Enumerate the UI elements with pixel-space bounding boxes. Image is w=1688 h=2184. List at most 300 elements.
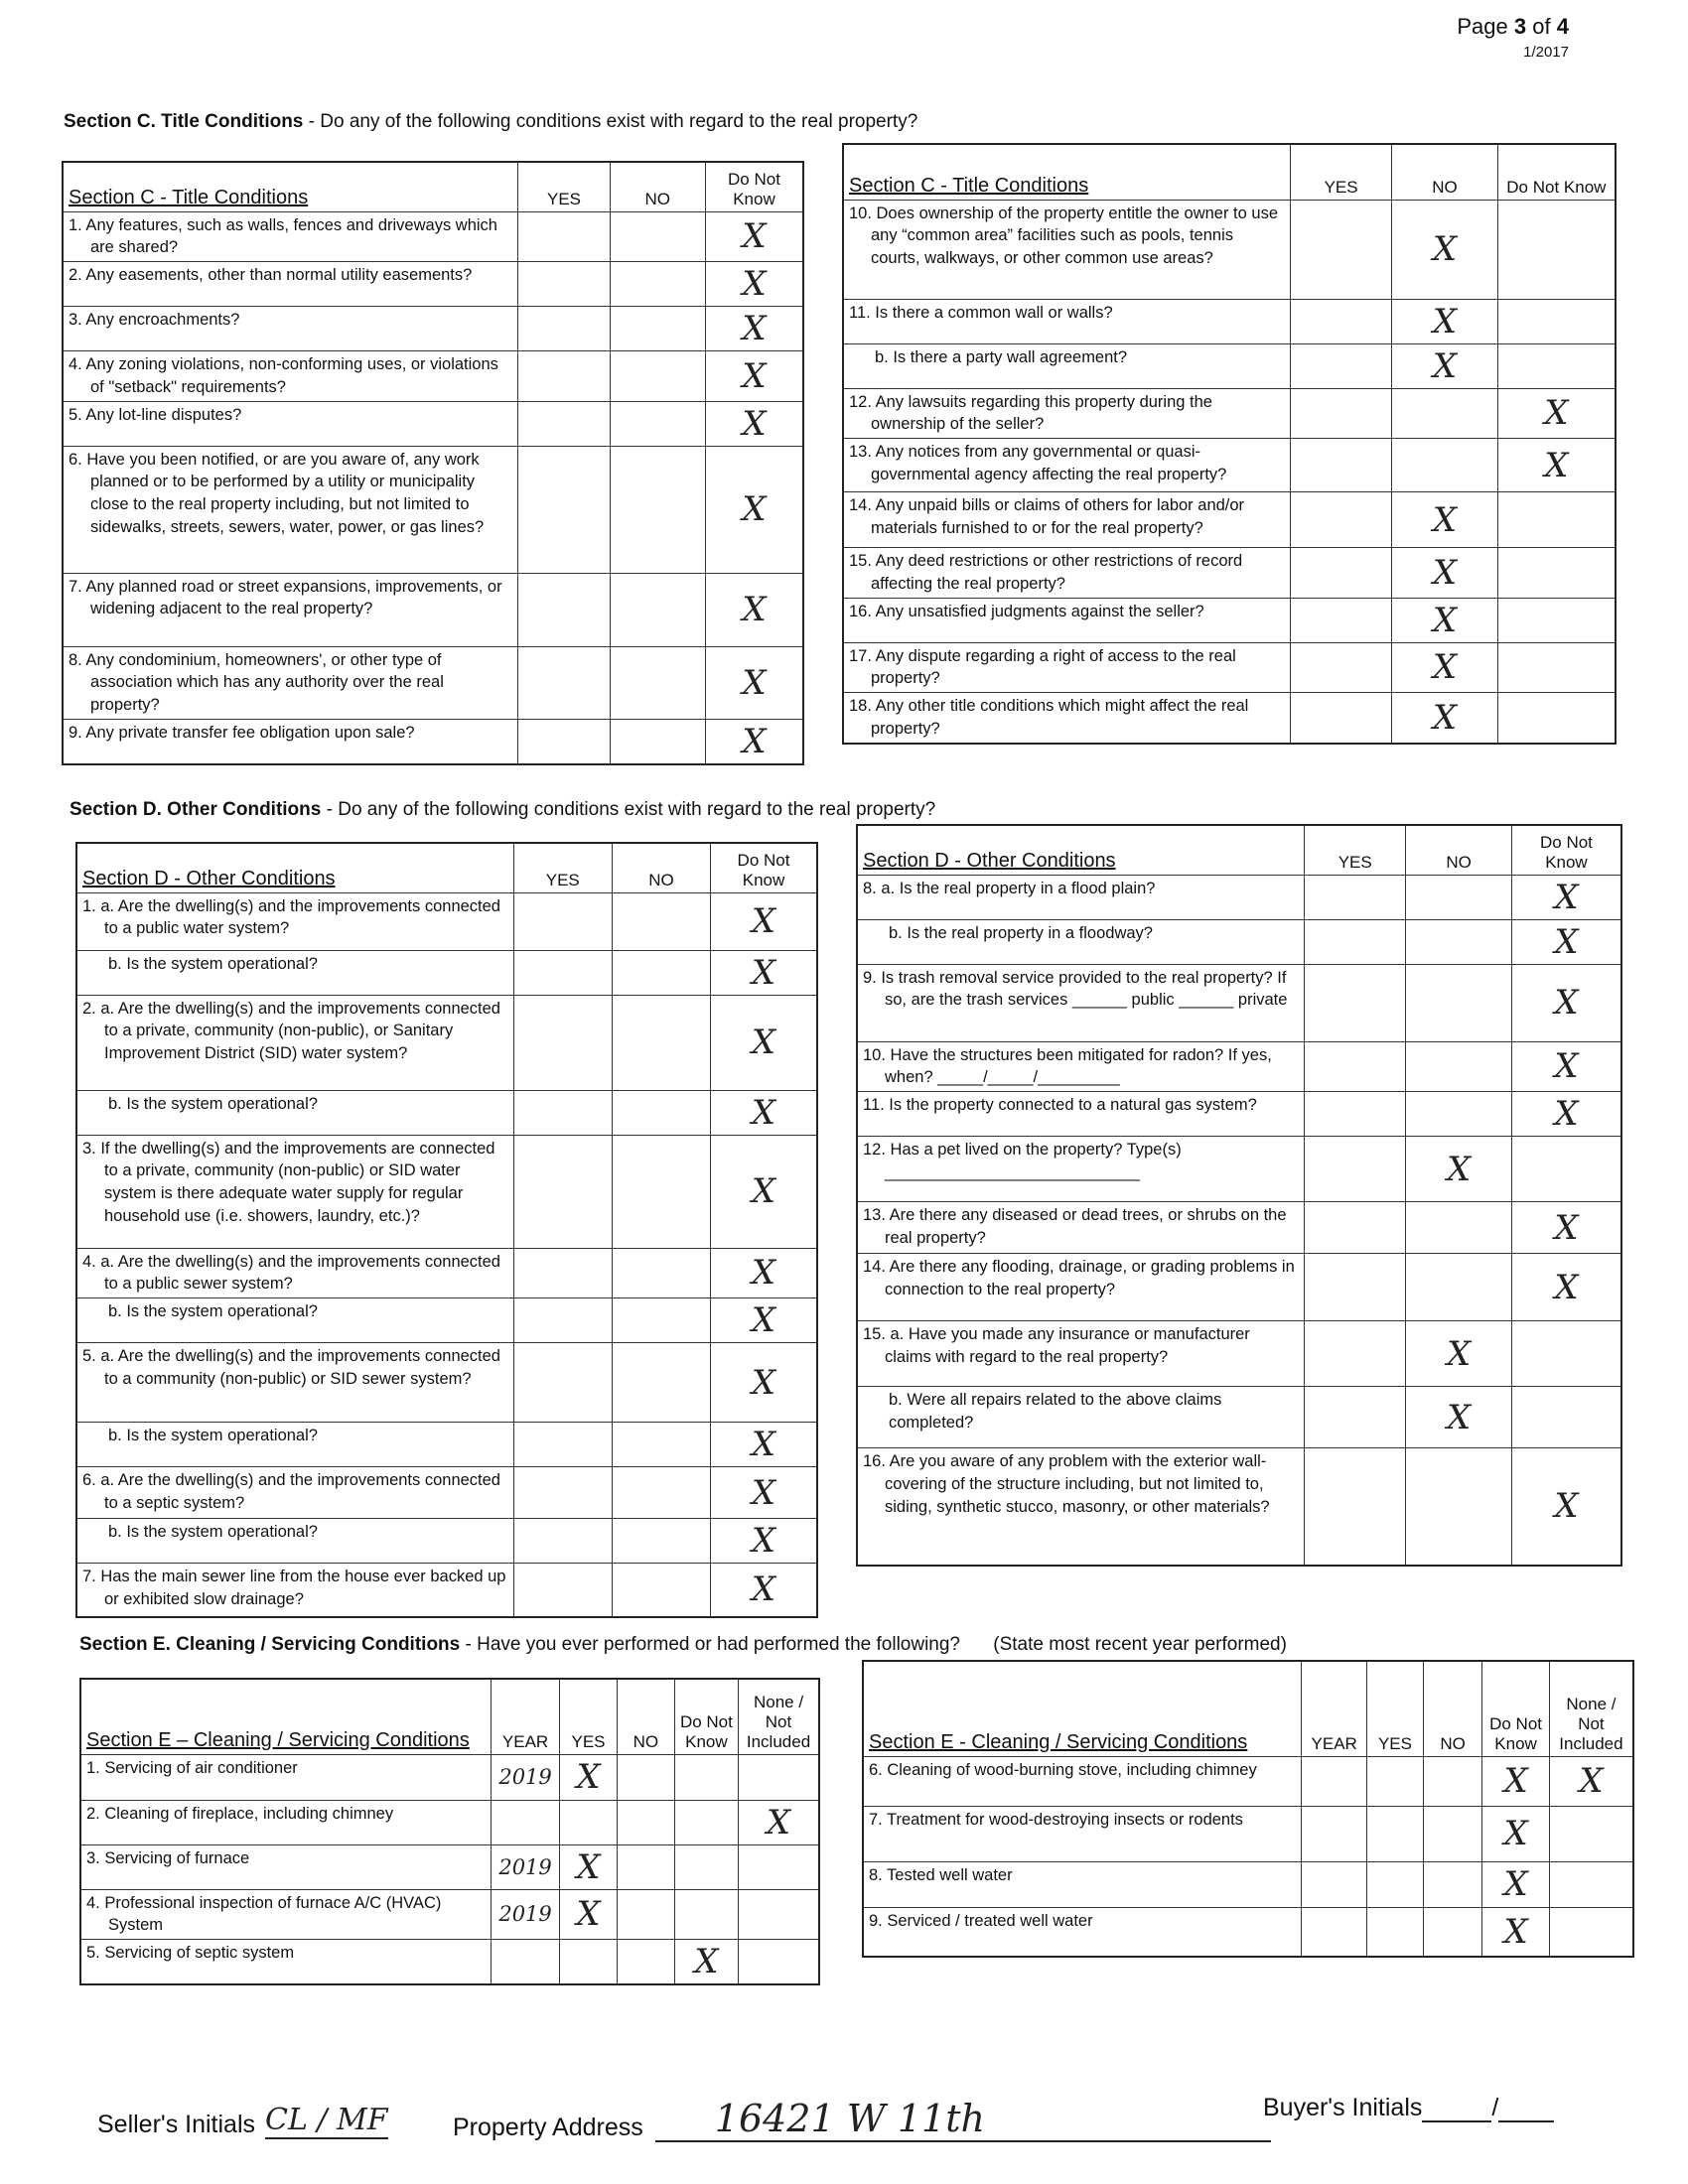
year-cell[interactable] bbox=[1302, 1861, 1367, 1907]
yes-cell[interactable] bbox=[1290, 642, 1391, 693]
yes-cell[interactable] bbox=[1290, 492, 1391, 548]
no-cell[interactable] bbox=[610, 307, 705, 351]
yes-cell[interactable] bbox=[513, 1298, 612, 1343]
table-row bbox=[857, 919, 1621, 964]
yes-cell[interactable] bbox=[1290, 200, 1391, 299]
no-cell[interactable] bbox=[610, 211, 705, 262]
dnk-cell[interactable] bbox=[1497, 299, 1616, 343]
table-row bbox=[863, 1806, 1633, 1861]
dnk-cell[interactable]: X bbox=[711, 1423, 817, 1467]
col-yes: YES bbox=[1366, 1661, 1423, 1756]
no-cell[interactable] bbox=[612, 1090, 710, 1135]
no-cell[interactable] bbox=[1424, 1756, 1482, 1806]
no-cell[interactable] bbox=[612, 995, 710, 1090]
no-cell[interactable] bbox=[610, 719, 705, 764]
question-text: 16. Any unsatisfied judgments against the seller? bbox=[843, 598, 1290, 642]
no-cell[interactable] bbox=[1406, 919, 1511, 964]
yes-cell[interactable] bbox=[1305, 1092, 1406, 1137]
dnk-cell[interactable] bbox=[1511, 1387, 1621, 1448]
table-row bbox=[76, 950, 817, 995]
section-e-heading: Section E. Cleaning / Servicing Conditions - Have you ever performed or had performed the following? (State most recent year performed) bbox=[79, 1634, 1287, 1655]
question-text: 3. If the dwelling(s) and the improvements are connected to a private, community (non-public) or SID water system is there adequate water supply for regular household use (i.e. showers, laundry, etc.)? bbox=[76, 1135, 513, 1248]
question-text: b. Is the system operational? bbox=[76, 1298, 513, 1343]
dnk-cell[interactable]: X bbox=[1511, 1254, 1621, 1321]
col-yes: YES bbox=[560, 1679, 618, 1754]
no-cell[interactable] bbox=[612, 1519, 710, 1564]
col-yes: YES bbox=[518, 162, 610, 211]
dnk-cell[interactable] bbox=[674, 1754, 738, 1800]
col-none: None / Not Included bbox=[739, 1679, 819, 1754]
yes-cell[interactable] bbox=[518, 262, 610, 307]
none-cell[interactable] bbox=[1549, 1861, 1633, 1907]
yes-cell[interactable] bbox=[513, 1248, 612, 1298]
none-cell[interactable] bbox=[739, 1844, 819, 1889]
question-text: 7. Has the main sewer line from the house ever backed up or exhibited slow drainage? bbox=[76, 1564, 513, 1617]
dnk-cell[interactable]: X bbox=[711, 1248, 817, 1298]
table-row bbox=[63, 573, 803, 646]
no-cell[interactable] bbox=[612, 1298, 710, 1343]
table-row bbox=[76, 1090, 817, 1135]
none-cell[interactable] bbox=[739, 1889, 819, 1940]
no-cell[interactable] bbox=[610, 351, 705, 402]
col-no: NO bbox=[1424, 1661, 1482, 1756]
no-cell[interactable] bbox=[612, 1343, 710, 1423]
question-text: 11. Is there a common wall or walls? bbox=[843, 299, 1290, 343]
yes-cell[interactable] bbox=[518, 307, 610, 351]
table-row bbox=[76, 995, 817, 1090]
yes-cell[interactable] bbox=[513, 1519, 612, 1564]
question-text: 7. Any planned road or street expansions, improvements, or widening adjacent to the real property? bbox=[63, 573, 518, 646]
no-cell[interactable] bbox=[617, 1940, 674, 1985]
dnk-cell[interactable] bbox=[1497, 200, 1616, 299]
dnk-cell[interactable]: X bbox=[711, 950, 817, 995]
dnk-cell[interactable]: X bbox=[1511, 1041, 1621, 1092]
dnk-cell[interactable]: X bbox=[1511, 1202, 1621, 1254]
buyer-initials-label: Buyer's Initials bbox=[1263, 2094, 1423, 2121]
dnk-cell[interactable]: X bbox=[1511, 919, 1621, 964]
dnk-cell[interactable]: X bbox=[1482, 1756, 1550, 1806]
col-dnk: Do Not Know bbox=[711, 843, 817, 892]
table-row bbox=[63, 211, 803, 262]
table-row bbox=[843, 299, 1616, 343]
no-cell[interactable] bbox=[610, 646, 705, 719]
no-cell[interactable]: X bbox=[1392, 548, 1497, 599]
question-text: 18. Any other title conditions which might affect the real property? bbox=[843, 693, 1290, 744]
no-cell[interactable] bbox=[610, 262, 705, 307]
question-text: 17. Any dispute regarding a right of access to the real property? bbox=[843, 642, 1290, 693]
question-text: b. Were all repairs related to the above claims completed? bbox=[857, 1387, 1305, 1448]
year-cell[interactable] bbox=[1302, 1756, 1367, 1806]
yes-cell[interactable] bbox=[518, 446, 610, 573]
section-e-left-body bbox=[80, 1754, 819, 1984]
table-row bbox=[857, 964, 1621, 1041]
no-cell[interactable] bbox=[1406, 1041, 1511, 1092]
yes-cell[interactable] bbox=[1305, 875, 1406, 919]
no-cell[interactable] bbox=[617, 1754, 674, 1800]
none-cell[interactable]: X bbox=[739, 1800, 819, 1844]
yes-cell[interactable]: X bbox=[560, 1844, 618, 1889]
col-yes: YES bbox=[1305, 825, 1406, 875]
yes-cell[interactable] bbox=[518, 401, 610, 446]
table-row bbox=[843, 598, 1616, 642]
yes-cell[interactable] bbox=[560, 1800, 618, 1844]
yes-cell[interactable] bbox=[513, 950, 612, 995]
dnk-cell[interactable]: X bbox=[705, 719, 803, 764]
yes-cell[interactable]: X bbox=[560, 1889, 618, 1940]
col-no: NO bbox=[612, 843, 710, 892]
no-cell[interactable] bbox=[1392, 388, 1497, 439]
yes-cell[interactable] bbox=[1305, 919, 1406, 964]
year-cell[interactable] bbox=[492, 1800, 560, 1844]
no-cell[interactable]: X bbox=[1392, 598, 1497, 642]
dnk-cell[interactable] bbox=[1497, 598, 1616, 642]
dnk-cell[interactable]: X bbox=[705, 351, 803, 402]
yes-cell[interactable] bbox=[518, 211, 610, 262]
no-cell[interactable]: X bbox=[1392, 299, 1497, 343]
section-e-note: (State most recent year performed) bbox=[993, 1634, 1287, 1655]
no-cell[interactable] bbox=[612, 950, 710, 995]
question-text: 6. Have you been notified, or are you aware of, any work planned or to be performed by a utility or municipality close to the real property including, but not limited to sidewalks, streets, sewers, water, power, or gas lines? bbox=[63, 446, 518, 573]
col-no: NO bbox=[1406, 825, 1511, 875]
no-cell[interactable] bbox=[1406, 1202, 1511, 1254]
dnk-cell[interactable] bbox=[1511, 1321, 1621, 1387]
yes-cell[interactable] bbox=[1305, 1448, 1406, 1566]
no-cell[interactable] bbox=[610, 446, 705, 573]
question-text: 13. Are there any diseased or dead trees, or shrubs on the real property? bbox=[857, 1202, 1305, 1254]
no-cell[interactable]: X bbox=[1406, 1387, 1511, 1448]
dnk-cell[interactable]: X bbox=[1511, 875, 1621, 919]
none-cell[interactable]: X bbox=[1549, 1756, 1633, 1806]
table-row bbox=[843, 548, 1616, 599]
no-cell[interactable] bbox=[1424, 1806, 1482, 1861]
table-row bbox=[863, 1907, 1633, 1957]
property-address bbox=[453, 2097, 1271, 2142]
no-cell[interactable]: X bbox=[1406, 1321, 1511, 1387]
question-text: 12. Has a pet lived on the property? Type(s) ____________________________ bbox=[857, 1137, 1305, 1202]
yes-cell[interactable] bbox=[513, 995, 612, 1090]
dnk-cell[interactable]: X bbox=[1482, 1907, 1550, 1957]
yes-cell[interactable] bbox=[1290, 439, 1391, 492]
no-cell[interactable] bbox=[612, 1423, 710, 1467]
table-row bbox=[63, 446, 803, 573]
table-row bbox=[857, 1202, 1621, 1254]
year-cell[interactable]: 2019 bbox=[492, 1889, 560, 1940]
yes-cell[interactable] bbox=[513, 1343, 612, 1423]
question-text: 5. a. Are the dwelling(s) and the improvements connected to a community (non-public) or SID sewer system? bbox=[76, 1343, 513, 1423]
question-text: 8. a. Is the real property in a flood plain? bbox=[857, 875, 1305, 919]
yes-cell[interactable] bbox=[1305, 1321, 1406, 1387]
question-text: 4. a. Are the dwelling(s) and the improvements connected to a public sewer system? bbox=[76, 1248, 513, 1298]
yes-cell[interactable] bbox=[1290, 598, 1391, 642]
no-cell[interactable] bbox=[617, 1800, 674, 1844]
col-dnk: Do Not Know bbox=[1511, 825, 1621, 875]
col-year: YEAR bbox=[1302, 1661, 1367, 1756]
table-row bbox=[63, 351, 803, 402]
table-row bbox=[63, 719, 803, 764]
property-address-label: Property Address bbox=[453, 2114, 643, 2141]
dnk-cell[interactable] bbox=[674, 1800, 738, 1844]
table-row bbox=[76, 1135, 817, 1248]
col-yes: YES bbox=[1290, 144, 1391, 200]
no-cell[interactable] bbox=[1392, 439, 1497, 492]
question-text: 7. Treatment for wood-destroying insects or rodents bbox=[863, 1806, 1302, 1861]
yes-cell[interactable] bbox=[1305, 1202, 1406, 1254]
seller-initials bbox=[97, 2103, 388, 2139]
question-text: 3. Servicing of furnace bbox=[80, 1844, 492, 1889]
table-row bbox=[857, 1321, 1621, 1387]
yes-cell[interactable] bbox=[1290, 299, 1391, 343]
col-none: None / Not Included bbox=[1549, 1661, 1633, 1756]
no-cell[interactable] bbox=[612, 1467, 710, 1519]
property-address-value[interactable]: 16421 W 11th bbox=[655, 2097, 1271, 2142]
table-row bbox=[76, 1248, 817, 1298]
table-title: Section E - Cleaning / Servicing Conditions bbox=[863, 1661, 1302, 1756]
col-no: NO bbox=[610, 162, 705, 211]
page-number: Page 3 of 4 1/2017 bbox=[1457, 14, 1569, 61]
yes-cell[interactable] bbox=[1366, 1861, 1423, 1907]
question-text: b. Is the system operational? bbox=[76, 1519, 513, 1564]
table-row bbox=[843, 693, 1616, 744]
none-cell[interactable] bbox=[1549, 1806, 1633, 1861]
question-text: 9. Any private transfer fee obligation upon sale? bbox=[63, 719, 518, 764]
no-cell[interactable]: X bbox=[1392, 642, 1497, 693]
question-text: b. Is there a party wall agreement? bbox=[843, 343, 1290, 388]
dnk-cell[interactable]: X bbox=[711, 1343, 817, 1423]
question-text: 9. Is trash removal service provided to the real property? If so, are the trash services ______ public ______ private bbox=[857, 964, 1305, 1041]
year-cell[interactable] bbox=[1302, 1806, 1367, 1861]
no-cell[interactable] bbox=[610, 401, 705, 446]
no-cell[interactable] bbox=[1424, 1907, 1482, 1957]
col-dnk: Do Not Know bbox=[705, 162, 803, 211]
dnk-cell[interactable]: X bbox=[1511, 1092, 1621, 1137]
dnk-cell[interactable] bbox=[1497, 642, 1616, 693]
table-row bbox=[63, 262, 803, 307]
dnk-cell[interactable]: X bbox=[711, 1090, 817, 1135]
table-row bbox=[843, 439, 1616, 492]
col-dnk: Do Not Know bbox=[674, 1679, 738, 1754]
table-row bbox=[843, 343, 1616, 388]
question-text: 15. Any deed restrictions or other restrictions of record affecting the real property? bbox=[843, 548, 1290, 599]
question-text: 13. Any notices from any governmental or quasi-governmental agency affecting the real property? bbox=[843, 439, 1290, 492]
seller-initials-label: Seller's Initials bbox=[97, 2111, 255, 2138]
question-text: 9. Serviced / treated well water bbox=[863, 1907, 1302, 1957]
question-text: 10. Have the structures been mitigated for radon? If yes, when? _____/_____/_________ bbox=[857, 1041, 1305, 1092]
dnk-cell[interactable] bbox=[674, 1844, 738, 1889]
table-row bbox=[857, 1387, 1621, 1448]
yes-cell[interactable]: X bbox=[560, 1754, 618, 1800]
yes-cell[interactable] bbox=[1305, 1137, 1406, 1202]
no-cell[interactable]: X bbox=[1392, 492, 1497, 548]
yes-cell[interactable] bbox=[1290, 693, 1391, 744]
yes-cell[interactable] bbox=[1305, 964, 1406, 1041]
yes-cell[interactable] bbox=[1305, 1254, 1406, 1321]
yes-cell[interactable] bbox=[518, 351, 610, 402]
table-row bbox=[857, 1041, 1621, 1092]
question-text: 2. Any easements, other than normal utility easements? bbox=[63, 262, 518, 307]
yes-cell[interactable] bbox=[1290, 388, 1391, 439]
yes-cell[interactable] bbox=[1290, 343, 1391, 388]
no-cell[interactable] bbox=[1406, 1092, 1511, 1137]
no-cell[interactable] bbox=[612, 892, 710, 950]
table-title: Section D - Other Conditions bbox=[857, 825, 1305, 875]
question-text: b. Is the system operational? bbox=[76, 950, 513, 995]
dnk-cell[interactable]: X bbox=[705, 211, 803, 262]
question-text: 10. Does ownership of the property entitle the owner to use any “common area” facilities such as pools, tennis courts, walkways, or other common use areas? bbox=[843, 200, 1290, 299]
none-cell[interactable] bbox=[739, 1754, 819, 1800]
table-row bbox=[63, 646, 803, 719]
dnk-cell[interactable]: X bbox=[711, 1564, 817, 1617]
dnk-cell[interactable]: X bbox=[1497, 439, 1616, 492]
dnk-cell[interactable] bbox=[1497, 693, 1616, 744]
table-row bbox=[863, 1756, 1633, 1806]
dnk-cell[interactable]: X bbox=[705, 307, 803, 351]
year-cell[interactable]: 2019 bbox=[492, 1844, 560, 1889]
dnk-cell[interactable]: X bbox=[711, 1519, 817, 1564]
no-cell[interactable] bbox=[1406, 875, 1511, 919]
col-no: NO bbox=[617, 1679, 674, 1754]
no-cell[interactable] bbox=[610, 573, 705, 646]
table-row bbox=[857, 875, 1621, 919]
section-c-right-body bbox=[843, 200, 1616, 744]
col-dnk: Do Not Know bbox=[1497, 144, 1616, 200]
table-row bbox=[857, 1137, 1621, 1202]
yes-cell[interactable] bbox=[1290, 548, 1391, 599]
dnk-cell[interactable] bbox=[1497, 492, 1616, 548]
dnk-cell[interactable]: X bbox=[1482, 1861, 1550, 1907]
col-dnk: Do Not Know bbox=[1482, 1661, 1550, 1756]
no-cell[interactable] bbox=[612, 1564, 710, 1617]
none-cell[interactable] bbox=[1549, 1907, 1633, 1957]
yes-cell[interactable] bbox=[1366, 1806, 1423, 1861]
dnk-cell[interactable]: X bbox=[711, 1135, 817, 1248]
table-row bbox=[80, 1889, 819, 1940]
table-row bbox=[863, 1861, 1633, 1907]
no-cell[interactable] bbox=[1424, 1861, 1482, 1907]
dnk-cell[interactable]: X bbox=[1511, 964, 1621, 1041]
dnk-cell[interactable] bbox=[674, 1889, 738, 1940]
no-cell[interactable]: X bbox=[1392, 343, 1497, 388]
buyer-initials-field-2[interactable] bbox=[1498, 2093, 1554, 2122]
no-cell[interactable]: X bbox=[1392, 693, 1497, 744]
dnk-cell[interactable]: X bbox=[1482, 1806, 1550, 1861]
table-row bbox=[63, 307, 803, 351]
question-text: 3. Any encroachments? bbox=[63, 307, 518, 351]
table-row bbox=[76, 1343, 817, 1423]
yes-cell[interactable] bbox=[513, 1564, 612, 1617]
table-row bbox=[76, 1519, 817, 1564]
none-cell[interactable] bbox=[739, 1940, 819, 1985]
dnk-cell[interactable]: X bbox=[1497, 388, 1616, 439]
question-text: b. Is the system operational? bbox=[76, 1090, 513, 1135]
yes-cell[interactable] bbox=[518, 719, 610, 764]
section-c-right-table bbox=[842, 143, 1617, 745]
dnk-cell[interactable]: X bbox=[705, 262, 803, 307]
section-d-left-table bbox=[75, 842, 818, 1618]
no-cell[interactable]: X bbox=[1406, 1137, 1511, 1202]
question-text: b. Is the system operational? bbox=[76, 1423, 513, 1467]
table-title: Section D - Other Conditions bbox=[76, 843, 513, 892]
section-c-heading: Section C. Title Conditions - Do any of the following conditions exist with regard to the real property? bbox=[64, 111, 918, 132]
yes-cell[interactable] bbox=[513, 1423, 612, 1467]
col-year: YEAR bbox=[492, 1679, 560, 1754]
no-cell[interactable] bbox=[617, 1844, 674, 1889]
yes-cell[interactable] bbox=[560, 1940, 618, 1985]
dnk-cell[interactable]: X bbox=[705, 401, 803, 446]
yes-cell[interactable] bbox=[513, 1135, 612, 1248]
dnk-cell[interactable] bbox=[1511, 1137, 1621, 1202]
yes-cell[interactable] bbox=[513, 1467, 612, 1519]
section-d-right-table bbox=[856, 824, 1622, 1567]
col-no: NO bbox=[1392, 144, 1497, 200]
buyer-initials bbox=[1263, 2093, 1554, 2122]
question-text: 14. Are there any flooding, drainage, or grading problems in connection to the real property? bbox=[857, 1254, 1305, 1321]
table-row bbox=[80, 1800, 819, 1844]
yes-cell[interactable] bbox=[1366, 1907, 1423, 1957]
buyer-initials-field-1[interactable] bbox=[1422, 2093, 1491, 2122]
form-revision: 1/2017 bbox=[1523, 44, 1569, 61]
section-e-right-table bbox=[862, 1660, 1634, 1958]
dnk-cell[interactable]: X bbox=[705, 446, 803, 573]
question-text: 1. Servicing of air conditioner bbox=[80, 1754, 492, 1800]
dnk-cell[interactable]: X bbox=[711, 1298, 817, 1343]
year-cell[interactable] bbox=[492, 1940, 560, 1985]
table-row bbox=[843, 492, 1616, 548]
dnk-cell[interactable]: X bbox=[711, 995, 817, 1090]
no-cell[interactable] bbox=[1406, 964, 1511, 1041]
yes-cell[interactable] bbox=[513, 892, 612, 950]
dnk-cell[interactable]: X bbox=[674, 1940, 738, 1985]
yes-cell[interactable] bbox=[1305, 1041, 1406, 1092]
dnk-cell[interactable]: X bbox=[705, 573, 803, 646]
question-text: 5. Servicing of septic system bbox=[80, 1940, 492, 1985]
no-cell[interactable] bbox=[617, 1889, 674, 1940]
table-row bbox=[80, 1940, 819, 1985]
no-cell[interactable] bbox=[1406, 1448, 1511, 1566]
no-cell[interactable] bbox=[612, 1248, 710, 1298]
question-text: 14. Any unpaid bills or claims of others for labor and/or materials furnished to or for the real property? bbox=[843, 492, 1290, 548]
dnk-cell[interactable]: X bbox=[711, 892, 817, 950]
dnk-cell[interactable] bbox=[1497, 548, 1616, 599]
question-text: b. Is the real property in a floodway? bbox=[857, 919, 1305, 964]
year-cell[interactable]: 2019 bbox=[492, 1754, 560, 1800]
yes-cell[interactable] bbox=[1366, 1756, 1423, 1806]
table-row bbox=[80, 1844, 819, 1889]
section-e-right-body bbox=[863, 1756, 1633, 1957]
dnk-cell[interactable]: X bbox=[1511, 1448, 1621, 1566]
table-row bbox=[76, 1423, 817, 1467]
no-cell[interactable]: X bbox=[1392, 200, 1497, 299]
dnk-cell[interactable] bbox=[1497, 343, 1616, 388]
buyer-initials-separator: / bbox=[1491, 2094, 1499, 2121]
table-row bbox=[857, 1448, 1621, 1566]
question-text: 6. Cleaning of wood-burning stove, including chimney bbox=[863, 1756, 1302, 1806]
yes-cell[interactable] bbox=[518, 646, 610, 719]
no-cell[interactable] bbox=[1406, 1254, 1511, 1321]
question-text: 1. a. Are the dwelling(s) and the improvements connected to a public water system? bbox=[76, 892, 513, 950]
dnk-cell[interactable]: X bbox=[711, 1467, 817, 1519]
yes-cell[interactable] bbox=[1305, 1387, 1406, 1448]
table-row bbox=[80, 1754, 819, 1800]
question-text: 8. Any condominium, homeowners', or other type of association which has any authority over the real property? bbox=[63, 646, 518, 719]
yes-cell[interactable] bbox=[513, 1090, 612, 1135]
no-cell[interactable] bbox=[612, 1135, 710, 1248]
question-text: 4. Professional inspection of furnace A/C (HVAC) System bbox=[80, 1889, 492, 1940]
yes-cell[interactable] bbox=[518, 573, 610, 646]
table-row bbox=[76, 1467, 817, 1519]
dnk-cell[interactable]: X bbox=[705, 646, 803, 719]
year-cell[interactable] bbox=[1302, 1907, 1367, 1957]
seller-initials-value[interactable]: CL / MF bbox=[265, 2103, 388, 2137]
